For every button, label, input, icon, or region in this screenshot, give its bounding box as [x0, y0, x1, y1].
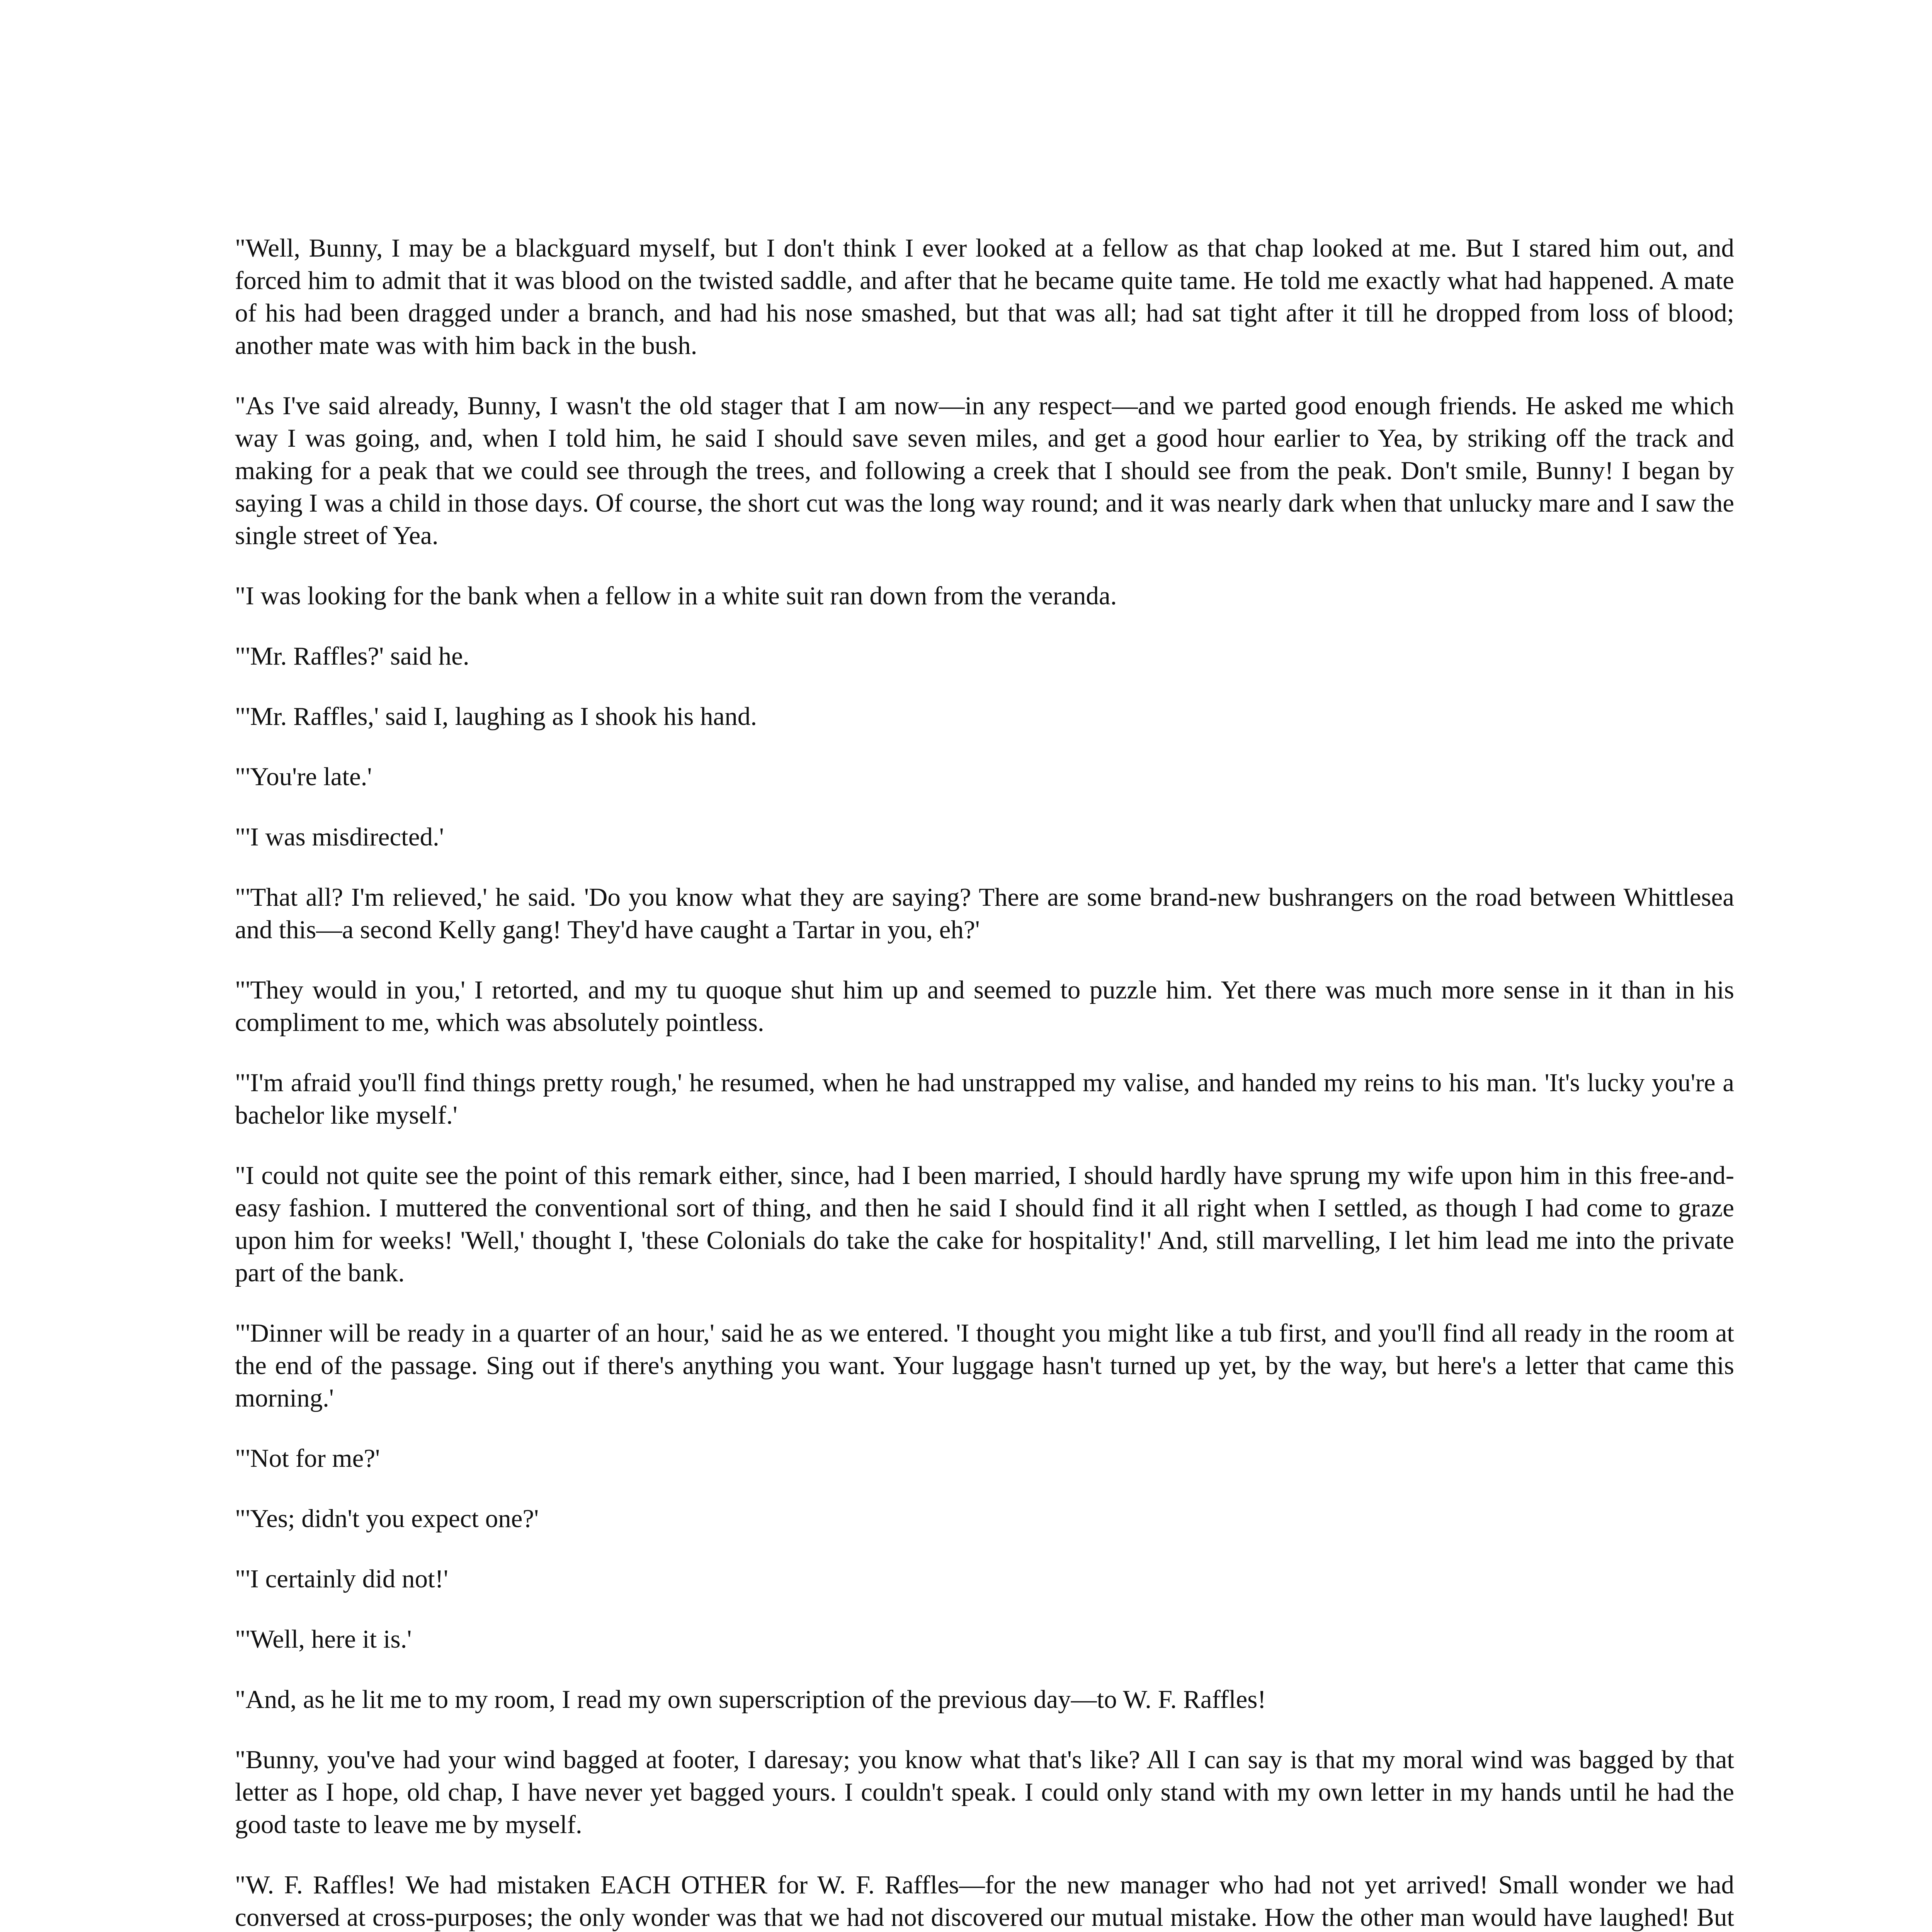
paragraph-7: "'I was misdirected.': [235, 823, 444, 851]
paragraph-12: "'Dinner will be ready in a quarter of an hour,' said he as we entered. 'I thought you might like a tub first, and you'll find all ready in the room at the end of the passage. Sing out if there's anything you want. Your luggage hasn't turned up yet, by the way, but here's a letter that came this morning.': [235, 1319, 1734, 1412]
paragraph-3: "I was looking for the bank when a fellow in a white suit ran down from the veranda.: [235, 582, 1117, 610]
paragraph-10: "'I'm afraid you'll find things pretty rough,' he resumed, when he had unstrapped my valise, and handed my reins to his man. 'It's lucky you're a bachelor like myself.': [235, 1068, 1734, 1129]
paragraph-8: "'That all? I'm relieved,' he said. 'Do you know what they are saying? There are some brand-new bushrangers on the road between Whittlesea and this—a second Kelly gang! They'd have caught a Tartar in you, eh?': [235, 883, 1734, 944]
document-page: [235, 232, 1734, 1932]
paragraph-11: "I could not quite see the point of this remark either, since, had I been married, I should hardly have sprung my wife upon him in this free-and-easy fashion. I muttered the conventional sort of thing, and then he said I should find it all right when I settled, as though I had come to graze upon him for weeks! 'Well,' thought I, 'these Colonials do take the cake for hospitality!' And, still marvelling, I let him lead me into the private part of the bank.: [235, 1161, 1734, 1287]
paragraph-18: "Bunny, you've had your wind bagged at footer, I daresay; you know what that's like? All I can say is that my moral wind was bagged by that letter as I hope, old chap, I have never yet bagged yours. I couldn't speak. I could only stand with my own letter in my hands until he had the good taste to leave me by myself.: [235, 1745, 1734, 1839]
paragraph-6: "'You're late.': [235, 762, 372, 791]
paragraph-19: "W. F. Raffles! We had mistaken EACH OTHER for W. F. Raffles—for the new manager who had not yet arrived! Small wonder we had conversed at cross-purposes; the only wonder was that we had not discovered our mutual mistake. How the other man would have laughed! But: [235, 1871, 1734, 1932]
paragraph-1: "Well, Bunny, I may be a blackguard myself, but I don't think I ever looked at a fellow as that chap looked at me. But I stared him out, and forced him to admit that it was blood on the twisted saddle, and after that he became quite tame. He told me exactly what had happened. A mate of his had been dragged under a branch, and had his nose smashed, but that was all; had sat tight after it till he dropped from loss of blood; another mate was with him back in the bush.: [235, 234, 1734, 360]
paragraph-14: "'Yes; didn't you expect one?': [235, 1504, 539, 1533]
paragraph-17: "And, as he lit me to my room, I read my own superscription of the previous day—to W. F. Raffles!: [235, 1685, 1266, 1714]
paragraph-9: "'They would in you,' I retorted, and my tu quoque shut him up and seemed to puzzle him. Yet there was much more sense in it than in his compliment to me, which was absolutely pointless.: [235, 976, 1734, 1037]
paragraph-13: "'Not for me?': [235, 1444, 380, 1473]
paragraph-4: "'Mr. Raffles?' said he.: [235, 642, 469, 670]
paragraph-16: "'Well, here it is.': [235, 1625, 412, 1653]
paragraph-15: "'I certainly did not!': [235, 1565, 448, 1593]
paragraph-2: "As I've said already, Bunny, I wasn't the old stager that I am now—in any respect—and we parted good enough friends. He asked me which way I was going, and, when I told him, he said I should save seven miles, and get a good hour earlier to Yea, by striking off the track and making for a peak that we could see through the trees, and following a creek that I should see from the peak. Don't smile, Bunny! I began by saying I was a child in those days. Of course, the short cut was the long way round; and it was nearly dark when that unlucky mare and I saw the single street of Yea.: [235, 391, 1734, 550]
paragraph-5: "'Mr. Raffles,' said I, laughing as I shook his hand.: [235, 702, 757, 731]
